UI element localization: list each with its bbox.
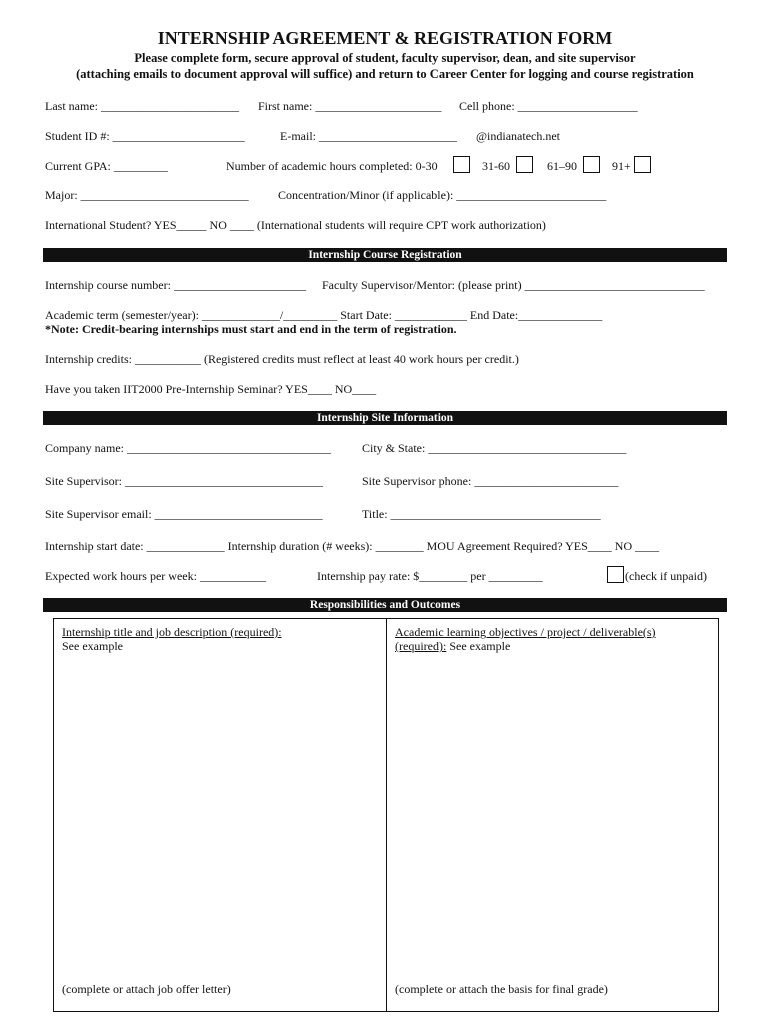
email-field[interactable]: E-mail: _______________________ (280, 129, 457, 143)
email-domain: @indianatech.net (476, 129, 561, 143)
hours-91-plus-label: 91+ (612, 159, 631, 173)
course-registration-heading: Internship Course Registration (43, 248, 727, 262)
major-field[interactable]: Major: ____________________________ (45, 188, 249, 202)
learning-objectives-heading: Academic learning objectives / project / deliverable(s) (395, 625, 656, 639)
hours-91-plus-checkbox[interactable] (634, 156, 651, 173)
learning-objectives-example-link[interactable]: See example (446, 639, 511, 653)
seminar-question[interactable]: Have you taken IIT2000 Pre-Internship Seminar? YES____ NO____ (45, 382, 377, 396)
site-supervisor-email-field[interactable]: Site Supervisor email: ____________________________ (45, 507, 323, 521)
internship-credits-field[interactable]: Internship credits: ___________ (Registered credits must reflect at least 40 work hours per credit.) (45, 352, 519, 366)
learning-objectives-footer: (complete or attach the basis for final grade) (395, 982, 608, 996)
job-description-footer: (complete or attach job offer letter) (62, 982, 231, 996)
form-subtitle-line-2: (attaching emails to document approval will suffice) and return to Career Center for logging and course registration (76, 67, 694, 81)
course-number-field[interactable]: Internship course number: ______________________ (45, 278, 306, 292)
unpaid-checkbox[interactable] (607, 566, 624, 583)
last-name-field[interactable]: Last name: _______________________ (45, 99, 239, 113)
academic-term-field[interactable]: Academic term (semester/year): _____________/_________ Start Date: ____________ End Date:______________ (45, 308, 603, 322)
hours-61-90-label: 61–90 (547, 159, 577, 173)
company-name-field[interactable]: Company name: __________________________________ (45, 441, 331, 455)
internship-dates-field[interactable]: Internship start date: _____________ Internship duration (# weeks): ________ MOU Agreement Required? YES____ NO ____ (45, 539, 660, 553)
responsibilities-heading: Responsibilities and Outcomes (43, 598, 727, 612)
job-description-panel[interactable] (53, 618, 387, 1012)
learning-objectives-panel[interactable] (385, 618, 719, 1012)
site-information-heading: Internship Site Information (43, 411, 727, 425)
supervisor-title-field[interactable]: Title: ___________________________________ (362, 507, 601, 521)
learning-objectives-subheading (395, 639, 510, 654)
gpa-field[interactable]: Current GPA: _________ (45, 159, 168, 173)
hours-31-60-label: 31-60 (482, 159, 510, 173)
unpaid-label: (check if unpaid) (625, 569, 707, 583)
student-id-field[interactable]: Student ID #: ______________________ (45, 129, 245, 143)
concentration-field[interactable]: Concentration/Minor (if applicable): _________________________ (278, 188, 607, 202)
hours-61-90-checkbox[interactable] (583, 156, 600, 173)
pay-rate-field[interactable]: Internship pay rate: $________ per _________ (317, 569, 543, 583)
credit-note: *Note: Credit-bearing internships must start and end in the term of registration. (45, 322, 457, 336)
hours-0-30-checkbox[interactable] (453, 156, 470, 173)
job-description-heading: Internship title and job description (required): (62, 625, 282, 639)
first-name-field[interactable]: First name: _____________________ (258, 99, 442, 113)
international-student-field[interactable]: International Student? YES_____ NO ____ (International students will require CPT work authorization) (45, 218, 546, 232)
work-hours-field[interactable]: Expected work hours per week: ___________ (45, 569, 266, 583)
hours-completed-label: Number of academic hours completed: 0-30 (226, 159, 438, 173)
hours-31-60-checkbox[interactable] (516, 156, 533, 173)
form-subtitle-line-1: Please complete form, secure approval of student, faculty supervisor, dean, and site supervisor (134, 51, 636, 65)
required-label: (required): (395, 639, 447, 653)
faculty-supervisor-field[interactable]: Faculty Supervisor/Mentor: (please print) ______________________________ (322, 278, 705, 292)
city-state-field[interactable]: City & State: _________________________________ (362, 441, 627, 455)
site-supervisor-field[interactable]: Site Supervisor: _________________________________ (45, 474, 323, 488)
job-description-example-link[interactable]: See example (62, 639, 123, 653)
form-title: INTERNSHIP AGREEMENT & REGISTRATION FORM (157, 28, 613, 48)
site-supervisor-phone-field[interactable]: Site Supervisor phone: ________________________ (362, 474, 619, 488)
cell-phone-field[interactable]: Cell phone: ____________________ (459, 99, 638, 113)
